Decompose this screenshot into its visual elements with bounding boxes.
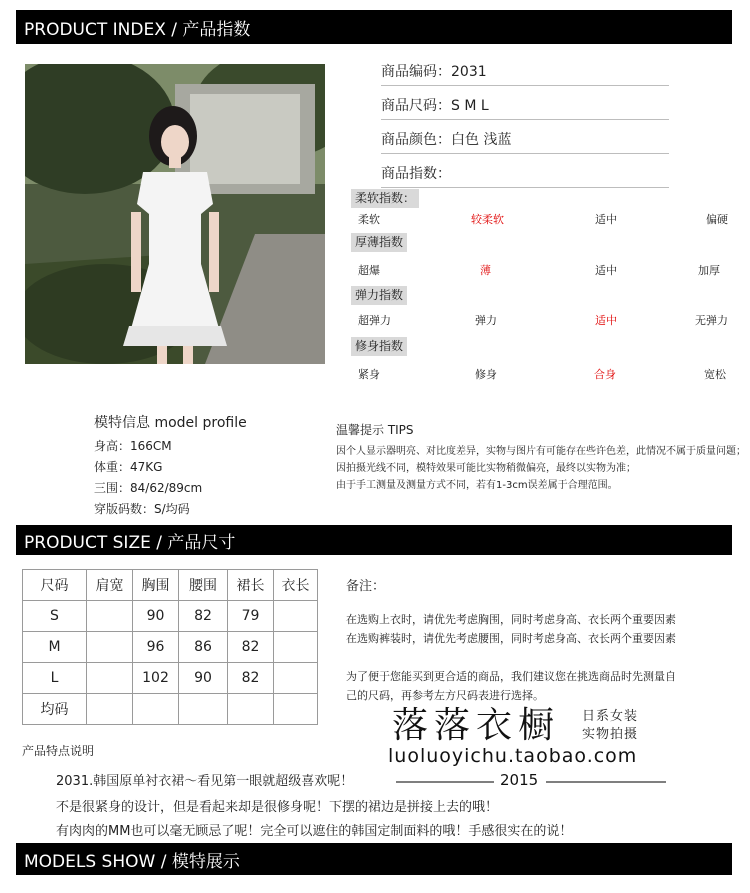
table-cell [179,694,228,725]
table-header-row [23,570,318,601]
tips-line: 因拍摄光线不同，模特效果可能比实物稍微偏亮，最终以实物为准； [336,463,636,474]
table-header: 裙长 [228,570,274,601]
index-option: 修身 [475,368,497,381]
table-cell: 90 [179,663,228,694]
table-cell [87,601,133,632]
section-title-product-size [16,525,732,555]
table-row [23,601,318,632]
feature-line: 2031.韩国原单衬衣裙～看见第一眼就超级喜欢呢！ [56,774,354,789]
thickness-index-label: 厚薄指数 [351,233,407,252]
brand-subtitle: 日系女装 实物拍摄 [582,709,639,742]
table-cell: 86 [179,632,228,663]
feature-line: 有肉肉的MM也可以毫无顾忌了呢！完全可以遮住的韩国定制面料的哦！手感很实在的说！ [56,824,573,839]
notes-line [346,648,676,667]
elasticity-index-label: 弹力指数 [351,286,407,305]
product-code: 商品编码：2031 [381,61,669,86]
elasticity-index-options [358,312,738,328]
index-option-selected: 适中 [595,314,617,327]
product-photo [25,64,325,364]
notes [346,575,676,705]
index-option-selected: 薄 [480,264,491,277]
tips-line: 由于手工测量及测量方式不同，若有1-3cm误差属于合理范围。 [336,480,618,491]
notes-line: 在选购裤装时，请优先考虑腰围，同时考虑身高、衣长两个重要因素 [346,632,676,645]
section-title-models-show [16,843,732,875]
brand-watermark [386,695,686,795]
feature-line: 不是很紧身的设计，但是看起来却是很修身呢！下摆的裙边是拼接上去的哦！ [56,800,499,815]
table-cell [87,663,133,694]
table-cell: 82 [228,663,274,694]
table-cell: 均码 [23,694,87,725]
fit-index-label: 修身指数 [351,337,407,356]
brand-url: luoluoyichu.taobao.com [388,745,638,767]
index-option-selected: 较柔软 [471,213,504,226]
index-option: 适中 [595,264,617,277]
index-option: 无弹力 [695,314,728,327]
table-row [23,663,318,694]
notes-line: 己的尺码，再参考左方尺码表进行选择。 [346,689,544,702]
table-header: 胸围 [133,570,179,601]
index-option: 超爆 [358,264,380,277]
notes-line: 在选购上衣时，请优先考虑胸围，同时考虑身高、衣长两个重要因素 [346,613,676,626]
index-option-selected: 合身 [594,368,616,381]
index-option: 紧身 [358,368,380,381]
model-weight: 体重：47KG [94,460,163,474]
table-cell [87,632,133,663]
table-cell: 82 [228,632,274,663]
table-cell: S [23,601,87,632]
table-cell: 102 [133,663,179,694]
table-header: 肩宽 [87,570,133,601]
product-features-title: 产品特点说明 [22,744,95,758]
index-option: 宽松 [704,368,726,381]
table-cell [228,694,274,725]
table-cell [87,694,133,725]
tips [336,421,746,494]
model-profile [94,412,247,520]
product-colors: 商品颜色：白色 浅蓝 [381,129,669,154]
product-index-label: 商品指数： [381,163,669,188]
table-cell: 82 [179,601,228,632]
section-title-text: PRODUCT SIZE / 产品尺寸 [24,532,236,553]
index-option: 加厚 [698,264,720,277]
section-title-text: MODELS SHOW / 模特展示 [24,851,240,872]
table-cell: 79 [228,601,274,632]
product-sizes: 商品尺码：S M L [381,95,669,120]
model-measurements: 三围：84/62/89cm [94,481,203,495]
section-title-product-index [16,10,732,44]
table-cell [274,601,318,632]
index-option: 偏硬 [706,213,728,226]
table-cell [274,632,318,663]
brand-name: 落落衣橱 [392,705,561,746]
table-cell: M [23,632,87,663]
table-cell [274,694,318,725]
section-title-text: PRODUCT INDEX / 产品指数 [24,19,251,40]
size-table [22,569,318,725]
softness-index-label: 柔软指数： [351,189,419,208]
table-header: 衣长 [274,570,318,601]
table-cell [133,694,179,725]
model-photo-illustration [25,64,325,364]
model-height: 身高：166CM [94,439,172,453]
tips-title: 温馨提示 TIPS [336,423,414,437]
table-row [23,632,318,663]
table-header: 腰围 [179,570,228,601]
table-cell: 90 [133,601,179,632]
thickness-index-options [358,262,738,278]
brand-year: 2015 [500,771,539,789]
index-option: 适中 [595,213,617,226]
table-header: 尺码 [23,570,87,601]
table-cell: L [23,663,87,694]
softness-index-options [358,211,738,227]
notes-title: 备注： [346,579,386,594]
tips-line: 因个人显示器明亮、对比度差异，实物与图片有可能存在些许色差，此情况不属于质量问题； [336,446,746,457]
table-cell [274,663,318,694]
model-size-worn: 穿版码数：S/均码 [94,502,190,516]
index-option: 柔软 [358,213,380,226]
model-profile-title: 模特信息 model profile [94,415,247,431]
table-row [23,694,318,725]
fit-index-options [358,366,738,382]
table-cell: 96 [133,632,179,663]
index-option: 超弹力 [358,314,391,327]
notes-line: 为了便于您能买到更合适的商品，我们建议您在挑选商品时先测量自 [346,670,676,683]
index-option: 弹力 [475,314,497,327]
